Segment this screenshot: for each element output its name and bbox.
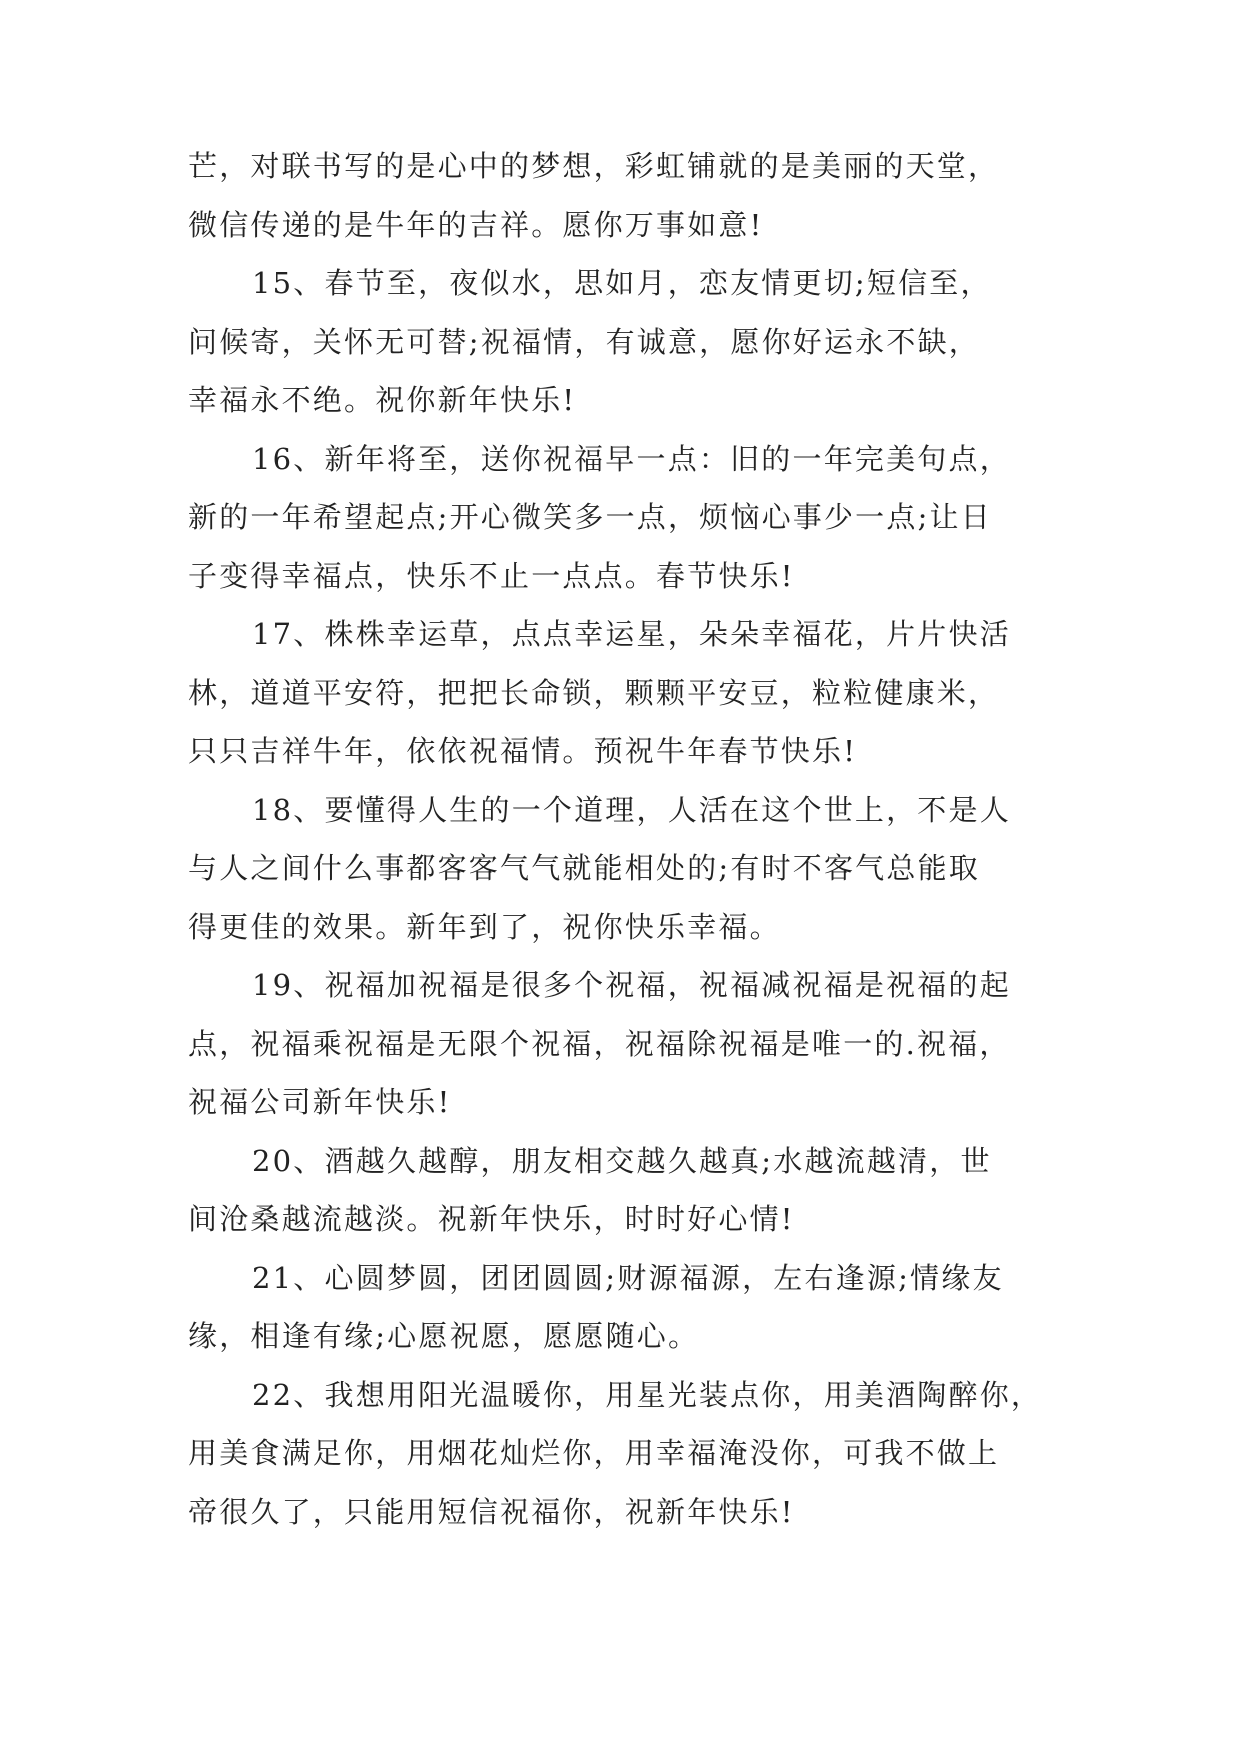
text-line: 16、新年将至，送你祝福早一点：旧的一年完美句点， — [252, 441, 1011, 476]
text-line: 22、我想用阳光温暖你，用星光装点你，用美酒陶醉你， — [252, 1377, 1043, 1412]
text-line: 与人之间什么事都客客气气就能相处的;有时不客气总能取 — [188, 851, 980, 885]
paragraph-21 — [188, 1249, 1068, 1366]
text-line: 17、株株幸运草，点点幸运星，朵朵幸福花，片片快活 — [252, 617, 1011, 651]
text-line: 只只吉祥牛年，依依祝福情。预祝牛年春节快乐! — [188, 734, 858, 768]
text-line: 20、酒越久越醇，朋友相交越久越真;水越流越清，世 — [252, 1143, 992, 1178]
text-line: 间沧桑越流越淡。祝新年快乐，时时好心情! — [188, 1202, 795, 1236]
paragraph-17 — [188, 605, 1068, 781]
paragraph-16 — [188, 430, 1068, 606]
text-line: 幸福永不绝。祝你新年快乐! — [188, 383, 577, 417]
text-line: 用美食满足你，用烟花灿烂你，用幸福淹没你，可我不做上 — [188, 1436, 1000, 1470]
text-line: 点，祝福乘祝福是无限个祝福，祝福除祝福是唯一的.祝福， — [188, 1026, 1011, 1061]
paragraph-continued — [188, 137, 1068, 254]
text-line: 芒，对联书写的是心中的梦想，彩虹铺就的是美丽的天堂， — [188, 149, 1000, 183]
text-line: 得更佳的效果。新年到了，祝你快乐幸福。 — [188, 909, 781, 944]
paragraph-22 — [188, 1366, 1068, 1542]
text-line: 缘，相逢有缘;心愿祝愿，愿愿随心。 — [188, 1319, 700, 1353]
text-line: 21、心圆梦圆，团团圆圆;财源福源，左右逢源;情缘友 — [252, 1260, 1004, 1295]
text-line: 问候寄，关怀无可替;祝福情，有诚意，愿你好运永不缺， — [188, 324, 980, 359]
text-line: 子变得幸福点，快乐不止一点点。春节快乐! — [188, 558, 795, 593]
text-line: 帝很久了，只能用短信祝福你，祝新年快乐! — [188, 1494, 795, 1529]
paragraph-15 — [188, 254, 1068, 430]
text-line: 18、要懂得人生的一个道理，人活在这个世上，不是人 — [252, 792, 1011, 827]
text-line: 微信传递的是牛年的吉祥。愿你万事如意! — [188, 207, 764, 242]
paragraph-19 — [188, 956, 1068, 1132]
text-line: 祝福公司新年快乐! — [188, 1085, 452, 1119]
document-page — [188, 137, 1068, 1541]
text-line: 15、春节至，夜似水，思如月，恋友情更切;短信至， — [252, 266, 992, 300]
paragraph-20 — [188, 1132, 1068, 1249]
text-line: 19、祝福加祝福是很多个祝福，祝福减祝福是祝福的起 — [252, 968, 1011, 1002]
text-line: 新的一年希望起点;开心微笑多一点，烦恼心事少一点;让日 — [188, 500, 992, 534]
paragraph-18 — [188, 781, 1068, 957]
text-line: 林，道道平安符，把把长命锁，颗颗平安豆，粒粒健康米， — [188, 675, 1000, 710]
